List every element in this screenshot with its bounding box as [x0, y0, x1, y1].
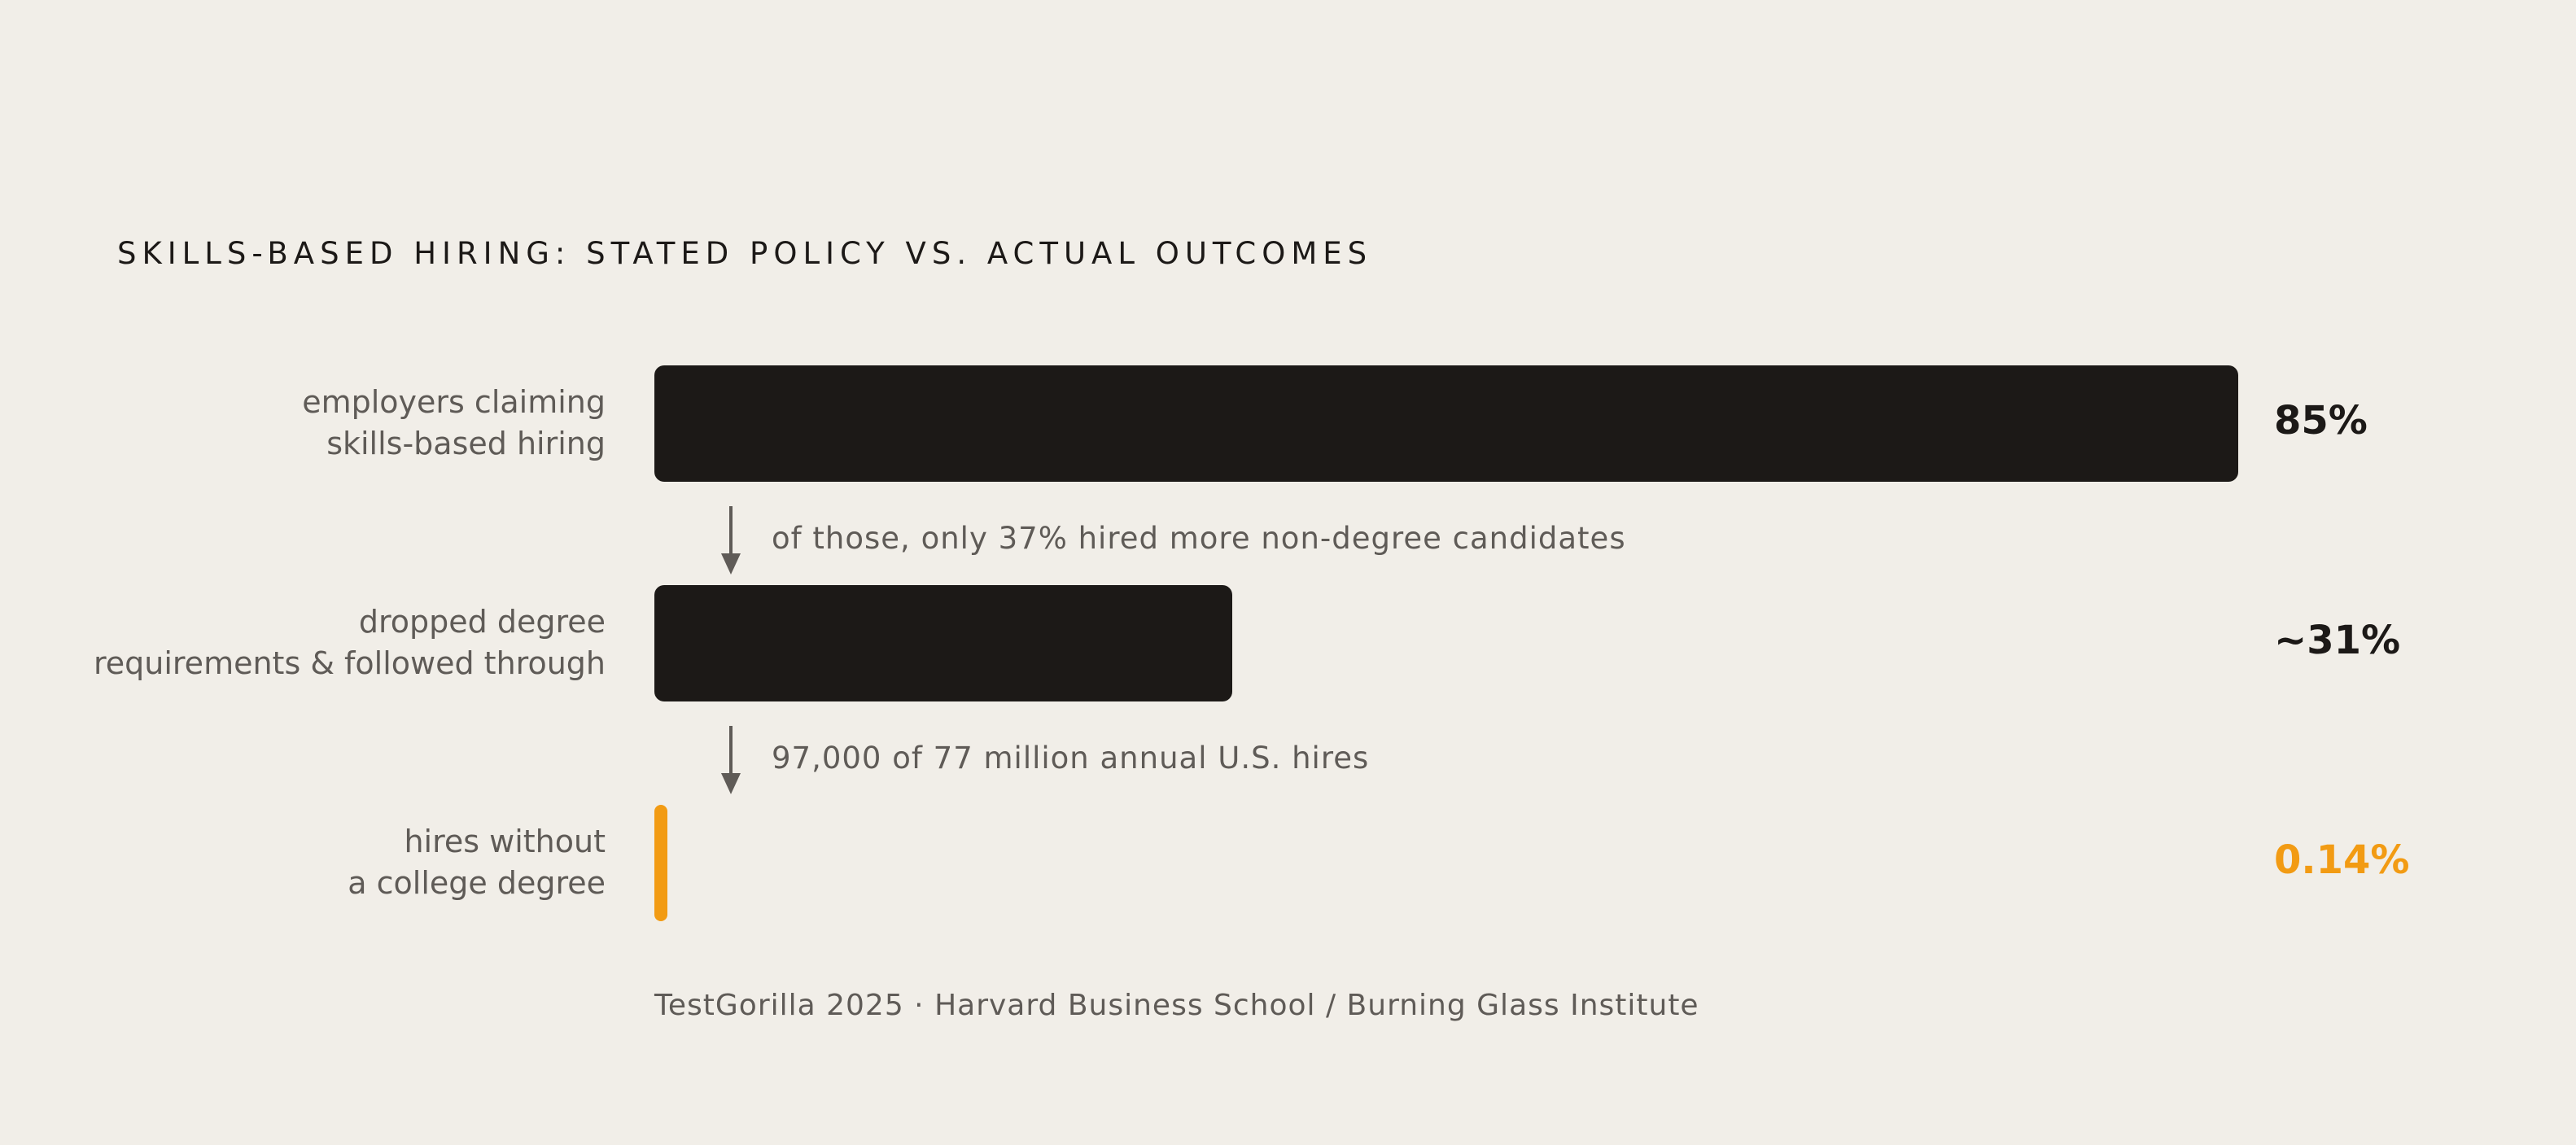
down-arrow-icon [715, 724, 747, 796]
source-note: TestGorilla 2025 · Harvard Business School / Burning Glass Institute [654, 989, 1699, 1022]
value-label-employers-claiming: 85% [2274, 398, 2368, 444]
annotation-annual-hires: 97,000 of 77 million annual U.S. hires [772, 741, 1370, 776]
row-label-line: dropped degree [358, 604, 606, 640]
annotation-followthrough: of those, only 37% hired more non-degree candidates [772, 521, 1626, 556]
chart-title: SKILLS-BASED HIRING: STATED POLICY VS. ACTUAL OUTCOMES [117, 236, 1373, 271]
value-label-hires-without-degree: 0.14% [2274, 837, 2410, 883]
down-arrow-icon [715, 505, 747, 576]
bar-hires-without-degree [654, 805, 667, 921]
row-label-line: a college degree [348, 865, 606, 901]
row-label-hires-without-degree [85, 821, 606, 904]
bar-employers-claiming [654, 365, 2238, 482]
row-label-employers-claiming [85, 382, 606, 465]
row-label-line: employers claiming [302, 384, 606, 420]
row-label-dropped-degree [85, 601, 606, 684]
value-label-dropped-degree: ~31% [2274, 618, 2401, 663]
row-label-line: hires without [404, 824, 606, 859]
bar-dropped-degree [654, 585, 1232, 701]
row-label-line: skills-based hiring [326, 426, 606, 461]
row-label-line: requirements & followed through [93, 645, 606, 681]
